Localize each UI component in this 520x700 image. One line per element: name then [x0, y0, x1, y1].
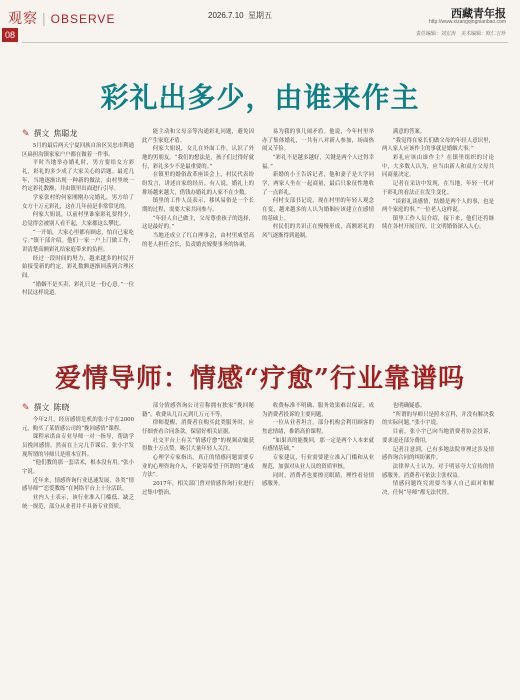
- editors-line: 责任编辑：刘宏涛 美术编辑：欧仁吉珍: [415, 31, 506, 37]
- paragraph: 村民们的共识正在慢慢形成，高额彩礼的风气逐渐得到遏制。: [262, 224, 374, 239]
- paragraph: 满意的答案。: [392, 129, 426, 135]
- paragraph: “他们教的那一套话术，根本没有用。”张小宇说。: [22, 460, 134, 475]
- article2-byline: [22, 402, 70, 413]
- paragraph: 心理学专家指出，真正的情感问题需要专业的心理咨询介入，不能寄希望于所谓的“速成方法”。: [142, 455, 254, 479]
- article1-byline: [22, 128, 78, 139]
- paragraph: 平时当地举办婚礼时，男方要给女方彩礼，彩礼的多少成了大家关心的话题。最近几年，当地逐渐出现一种新的做法，由村里统一约定彩礼数额，并由镇里出面进行引导。: [22, 160, 134, 193]
- paragraph: 镇里工作人员介绍，接下来，他们还将继续在各村开展宣传，让文明婚俗深入人心。: [382, 215, 494, 231]
- article2-column-1: [22, 416, 134, 690]
- paragraph: 何家大姐说，女儿在外面工作，认识了外地的男朋友。“我们的想法是，孩子们过得好就行，彩礼多少不是最重要的。”: [142, 146, 254, 170]
- paragraph: “我觉得在家长们做父母的年轻人意识里，两人家人应该作主的事就是婚姻大事。”: [382, 137, 494, 153]
- pen-icon: ✎: [22, 402, 30, 412]
- article1-column-2: [142, 128, 254, 340]
- paragraph: 何村支部书记说，现在村里的年轻人观念在变，越来越多的人认为婚姻应该建立在感情的基础上。: [262, 198, 374, 222]
- paragraph: 经过一段时间的努力，越来越多的村民开始接受新的约定，彩礼数额逐渐回落到合理区间。: [22, 255, 134, 279]
- issue-date: [208, 10, 272, 21]
- paragraph: 课程承诺由专业导师一对一指导，帮助学员挽回感情。然而在上完几节课后，张小宇发现所谓的导师只是照本宣科。: [22, 434, 134, 458]
- section-separator: |: [42, 10, 47, 26]
- paragraph: 一位从业者坦言，部分机构会利用顾客的焦虑情绪，推销高价课程。: [262, 420, 374, 435]
- byline-author: 陈晓: [53, 403, 70, 412]
- paragraph: 5月的最后两天宁夏回族自治区吴忠市利通区扁担沟镇家家户户都在做着一件事。: [22, 143, 134, 158]
- newspaper-name: 西藏青年报: [451, 7, 506, 20]
- article2-column-2: [142, 402, 254, 690]
- section-title: [8, 8, 115, 28]
- paragraph: “所谓的导师只是照本宣科，并没有解决我的实际问题。”张小宇说。: [382, 411, 494, 427]
- paragraph: 镇里的工作人员表示，移风易俗是一个长期的过程，需要大家共同参与。: [142, 198, 254, 213]
- paragraph: 部分情感咨询公司宣称拥有独家“挽回秘籍”，收费从几百元到几万元不等。: [142, 403, 254, 418]
- pen-icon: ✎: [22, 128, 30, 138]
- paragraph: 能主动和父母亲等沟通彩礼问题，避免因此产生家庭矛盾。: [142, 129, 254, 144]
- paragraph: 易为我的事儿闹矛盾。他说，今年村里举办了集体婚礼，一共有八对新人参加，场面热闹又节俭。: [262, 129, 374, 153]
- paragraph: 收费标准不明确、服务效果难以保证，成为消费者投诉的主要问题。: [262, 403, 374, 418]
- newspaper-site: http://www.xizangqingnianbao.com: [429, 19, 506, 25]
- paragraph: 情感问题终究需要当事人自己面对和解决，任何“导师”都无法代替。: [382, 481, 494, 496]
- article1-column-3: [262, 128, 374, 340]
- paragraph: 彩礼应该由谁作主？在镇里组织的讨论中，大多数人认为，应当由新人和双方父母共同商量决定。: [382, 155, 494, 179]
- paragraph: “谈彩礼谈感情，结婚是两个人的事，也是两个家庭的事。”一位老人这样说。: [382, 198, 494, 214]
- paragraph: 当地还成立了红白理事会，由村里威望高的老人担任会长，负责婚丧嫁娶事务的协调。: [142, 233, 254, 248]
- paragraph: 记者注意到，已有多地法院审理过涉及情感咨询合同的纠纷案件。: [382, 446, 494, 462]
- article1-column-4: [382, 128, 494, 340]
- paragraph: 今年2月，经历感情危机的张小宇在2000元，购买了某情感公司的“挽回感情”课程。: [22, 417, 134, 432]
- paragraph: 法律界人士认为，对于明显夸大宣传的情感服务，消费者可依法主张权益。: [382, 463, 494, 479]
- paragraph: 律师提醒，消费者在购买此类服务时，应仔细查看合同条款，保留好相关证据。: [142, 420, 254, 435]
- paragraph: 也明确疑惑。: [392, 403, 426, 409]
- byline-label: 撰文: [33, 129, 50, 138]
- paragraph: 记者在采访中发现，在当地，年轻一代对于彩礼的看法正在发生变化。: [382, 181, 494, 196]
- paragraph: 社交平台上有关“情感疗愈”的视频动辄获得数十万点赞，吸引大量年轻人关注。: [142, 437, 254, 453]
- section-cn: 观察: [8, 10, 38, 26]
- paragraph: 同时，消费者也要擦亮眼睛，理性看待情感服务。: [262, 472, 374, 488]
- paragraph: 近年来，情感咨询行业迅速发展，各类“情感导师”“恋爱教练”在网络平台上十分活跃。: [22, 477, 134, 493]
- page-number: 08: [2, 28, 18, 42]
- paragraph: “一开始，大家心里都有顾虑，怕自己家吃亏。”镇干部介绍。他们一家一户上门做工作，讲清楚高额彩礼给家庭带来的负担。: [22, 229, 134, 253]
- page-header: [0, 0, 520, 56]
- article2-column-4: [382, 402, 494, 690]
- date-value: 2026.7.10: [208, 11, 244, 20]
- paragraph: 专家建议，行业需要建立准入门槛和从业规范，加强对从业人员的资质审核。: [262, 455, 374, 470]
- paragraph: 目前，张小宇已向当地消费者协会投诉，要求退还部分费用。: [382, 429, 494, 444]
- paragraph: 业内人士表示，该行业准入门槛低、缺乏统一规范，部分从业者并不具备专业资质。: [22, 495, 134, 510]
- paragraph: 在镇里的婚俗改革座谈会上，村民代表纷纷发言，讲述自家的经历。有人说，婚礼上的排场越来越大，借钱办婚礼的人家不在少数。: [142, 172, 254, 196]
- article2-headline: 爱情导师：情感“疗愈”行业靠谱吗: [55, 364, 465, 394]
- article2-column-3: [262, 402, 374, 690]
- header-divider: [22, 42, 508, 43]
- paragraph: 2017年，相关部门曾对情感咨询行业进行过集中整治。: [142, 481, 254, 496]
- weekday: 星期五: [248, 11, 273, 20]
- paragraph: “彩礼不是越多越好，关键是两个人过得幸福。”: [262, 154, 374, 170]
- paragraph: “年轻人自己做主，父母尊重孩子的选择，这是最好的。”: [142, 215, 254, 231]
- article1-headline: 彩礼出多少，由谁来作主: [100, 81, 420, 114]
- section-en: OBSERVE: [50, 12, 116, 26]
- paragraph: 新婚的小王告诉记者，他和妻子是大学同学，两家人坐在一起商量，最后只象征性地收了一点彩礼。: [262, 172, 374, 196]
- byline-label: 撰文: [33, 403, 50, 412]
- paragraph: “如果真的能挽回，那一定是两个人本来就有感情基础。”: [262, 437, 374, 453]
- paragraph: “婚姻不是买卖，彩礼只是一份心意。”一位村民这样说道。: [22, 281, 134, 297]
- paragraph: 学家张村的何家刚刚办完婚礼，男方给了女方十万元彩礼，这在几年前是非常常见的。: [22, 194, 134, 210]
- byline-author: 焦聪龙: [53, 129, 78, 138]
- paragraph: 何家大姐说，以前村里谁家彩礼要得少，总觉得会被别人看不起，大家都这么攀比。: [22, 212, 134, 227]
- article1-column-1: [22, 142, 134, 340]
